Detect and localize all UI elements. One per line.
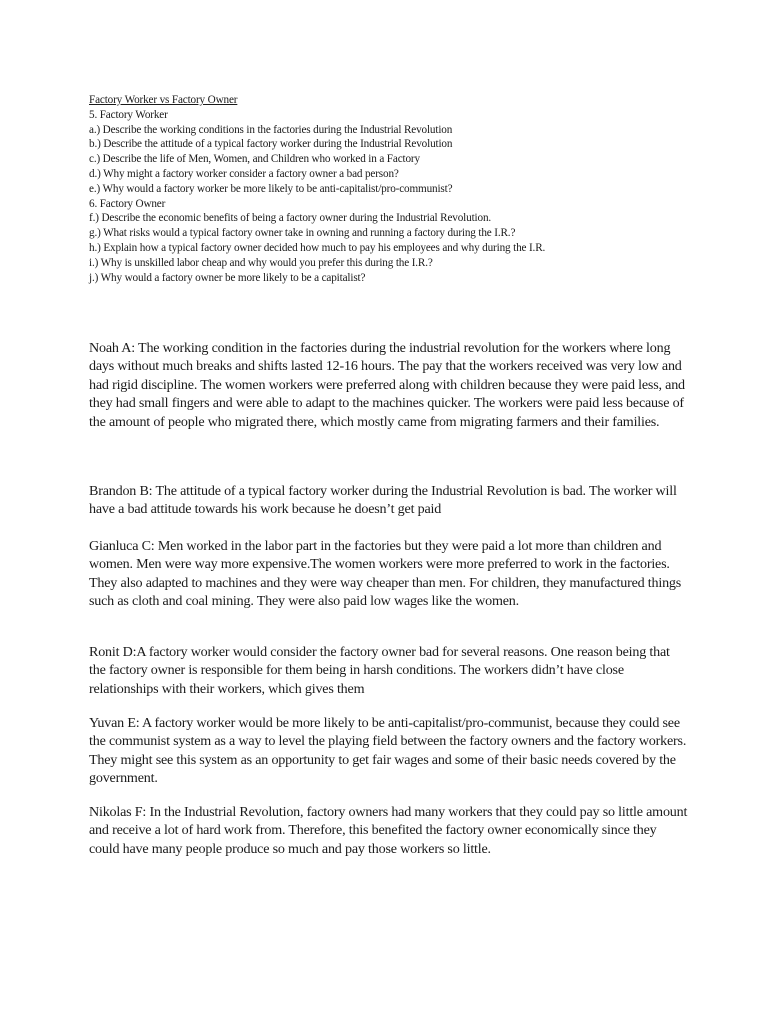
question-list [89,93,729,285]
answer-ronit [89,643,689,698]
question-h: h.) Explain how a typical factory owner decided how much to pay his employees and why during the I.R. [89,241,546,254]
answer-text: Brandon B: The attitude of a typical factory worker during the Industrial Revolution is bad. The worker will have a bad attitude towards his work because he doesn’t get paid [89,483,677,518]
answer-text: Nikolas F: In the Industrial Revolution, factory owners had many workers that they could pay so little amount and receive a lot of hard work from. Therefore, this benefited the factory owner economically since they could have many people produce so much and pay those workers so little. [89,804,688,857]
question-a: a.) Describe the working conditions in the factories during the Industrial Revolution [89,123,453,136]
answer-gianluca [89,537,689,611]
answer-text: Ronit D:A factory worker would consider the factory owner bad for several reasons. One reason being that the factory owner is responsible for them being in harsh conditions. The workers didn’t have close relationships with their workers, which gives them [89,644,670,697]
answer-text: Yuvan E: A factory worker would be more likely to be anti-capitalist/pro-communist, because they could see the communist system as a way to level the playing field between the factory owners and the factory workers. They might see this system as an opportunity to get fair wages and some of their basic needs covered by the government. [89,715,687,787]
question-j: j.) Why would a factory owner be more likely to be a capitalist? [89,271,366,284]
question-b: b.) Describe the attitude of a typical factory worker during the Industrial Revolution [89,138,453,151]
question-g: g.) What risks would a typical factory owner take in owning and running a factory during the I.R.? [89,227,516,240]
answer-text: Noah A: The working condition in the factories during the industrial revolution for the workers where long days without much breaks and shifts lasted 12-16 hours. The pay that the workers received was very low and had rigid discipline. The women workers were preferred along with children because they were paid less, and they had small fingers and were able to adapt to the machines quicker. The workers were paid less because of the amount of people who migrated there, which mostly came from migrating farmers and their families. [89,340,685,430]
question-i: i.) Why is unskilled labor cheap and why would you prefer this during the I.R.? [89,256,433,269]
question-e: e.) Why would a factory worker be more likely to be anti-capitalist/pro-communist? [89,182,453,195]
question-f: f.) Describe the economic benefits of being a factory owner during the Industrial Revolution. [89,212,492,225]
answer-text: Gianluca C: Men worked in the labor part in the factories but they were paid a lot more than children and women. Men were way more expensive.The women workers were more preferred to work in the factories. They also adapted to machines and they were way cheaper than men. For children, they manufactured things such as cloth and coal mining. They were also paid low wages like the women. [89,538,682,610]
answer-nikolas [89,803,689,858]
answer-yuvan [89,714,689,788]
answer-noah [89,339,689,431]
question-d: d.) Why might a factory worker consider a factory owner a bad person? [89,167,399,180]
document-title: Factory Worker vs Factory Owner [89,94,238,106]
answer-brandon [89,482,689,519]
section-heading-factory-worker: 5. Factory Worker [89,108,168,121]
section-heading-factory-owner: 6. Factory Owner [89,197,166,210]
question-c: c.) Describe the life of Men, Women, and Children who worked in a Factory [89,153,420,166]
